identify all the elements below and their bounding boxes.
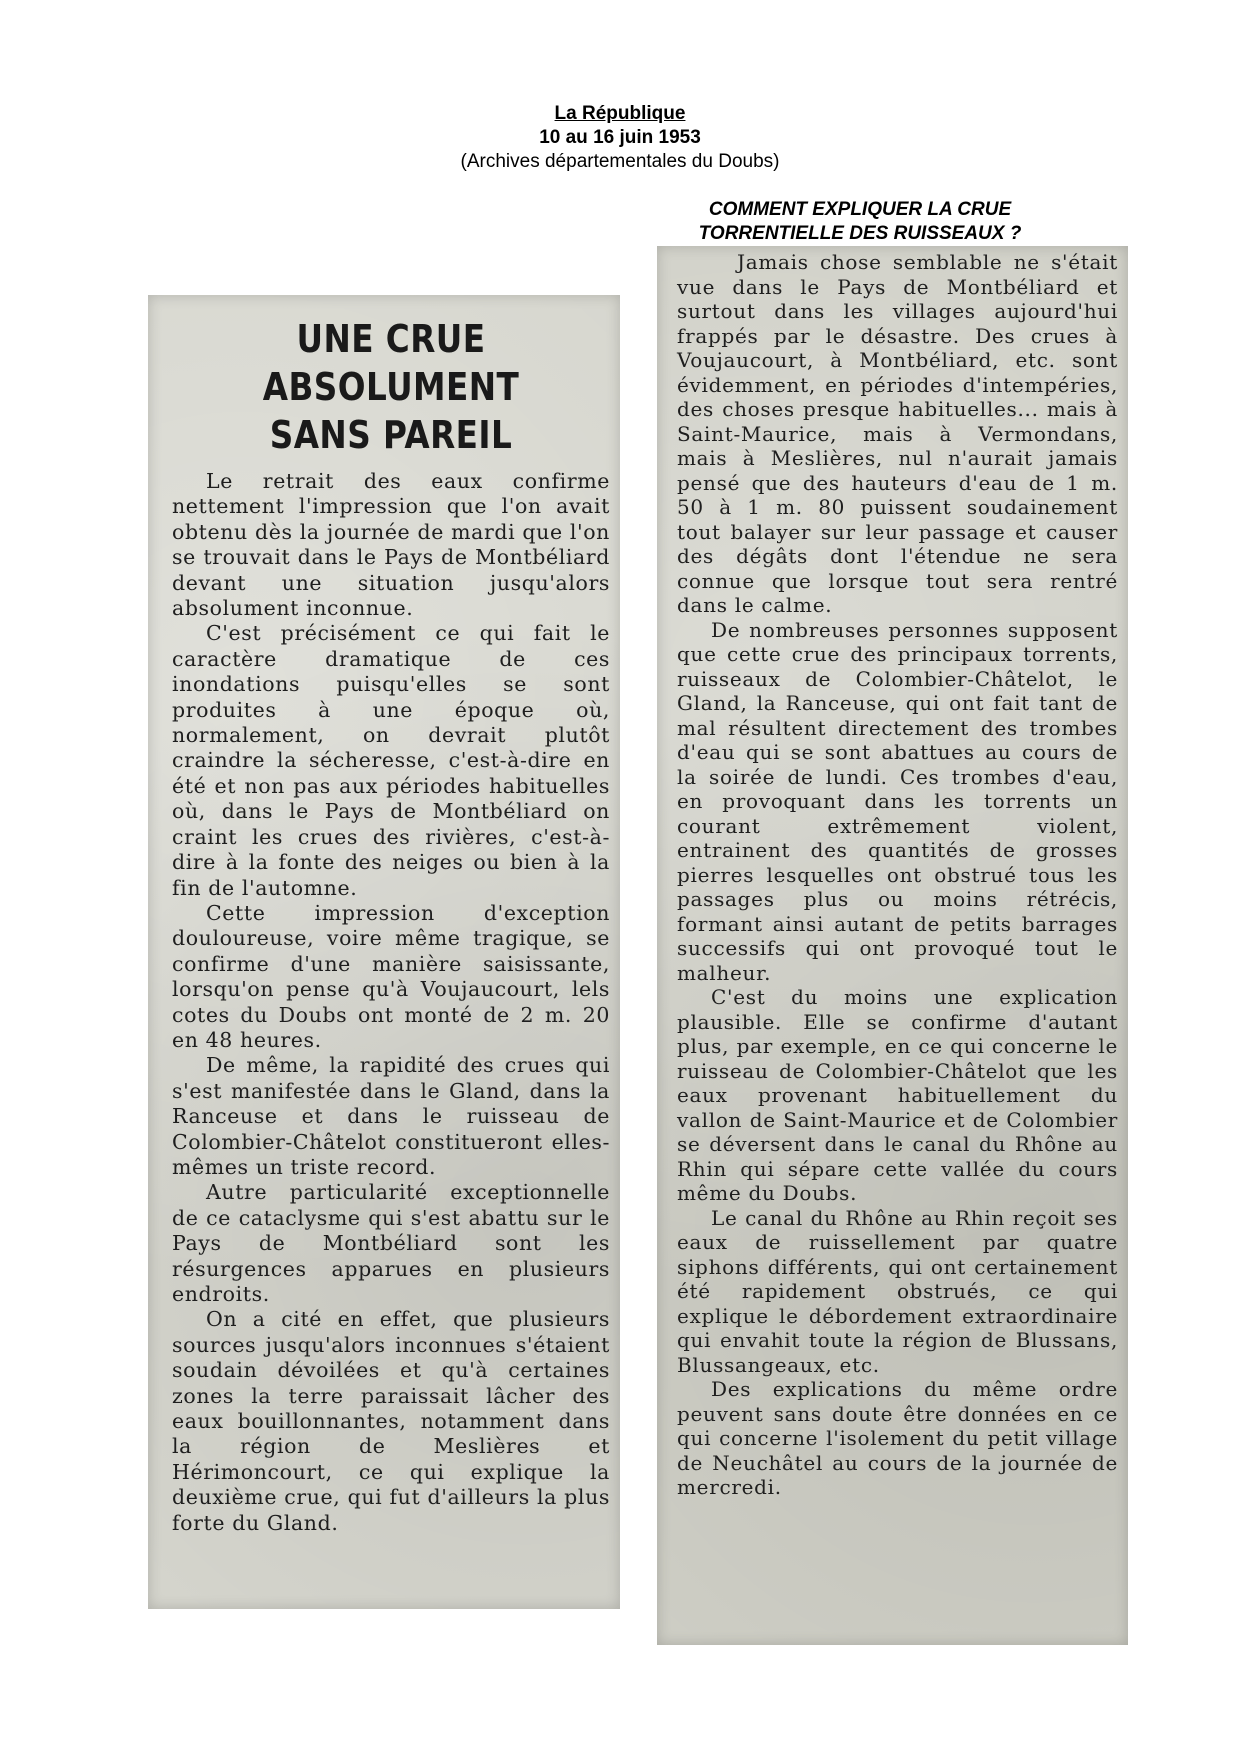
- publication-dates: 10 au 16 juin 1953: [539, 127, 701, 148]
- right-article-heading: [660, 198, 1060, 246]
- article-paragraph: Autre particularité exceptionnelle de ce cataclysme qui s'est abattu sur le Pays de Montbéliard sont les résurgences apparues en plusieurs endroits.: [172, 1180, 610, 1306]
- clipping-headline: [203, 315, 580, 459]
- article-paragraph: C'est précisément ce qui fait le caractère dramatique de ces inondations puisqu'elles se sont produites à une époque où, normalement, on devrait plutôt craindre la sécheresse, c'est-à-dire en été et non pas aux périodes habituelles où, dans le Pays de Montbéliard on craint les crues des rivières, c'est-à-dire à la fonte des neiges ou bien à la fin de l'automne.: [172, 621, 610, 900]
- headline-line: UNE CRUE: [296, 317, 486, 361]
- archive-source: (Archives départementales du Doubs): [460, 151, 780, 172]
- headline-line: ABSOLUMENT: [262, 365, 520, 409]
- article-paragraph: Le retrait des eaux confirme nettement l'impression que l'on avait obtenu dès la journée de mardi que l'on se trouvait dans le Pays de Montbéliard devant une situation jusqu'alors absolument inconnue.: [172, 469, 610, 621]
- right-heading-line: TORRENTIELLE DES RUISSEAUX ?: [698, 223, 1022, 244]
- article-paragraph: Des explications du même ordre peuvent sans doute être données en ce qui concerne l'isolement du petit village de Neuchâtel au cours de la journée de mercredi.: [677, 1377, 1118, 1499]
- article-paragraph: De même, la rapidité des crues qui s'est manifestée dans le Gland, dans la Ranceuse et dans le ruisseau de Colombier-Châtelot constitueront elles-mêmes un triste record.: [172, 1053, 610, 1179]
- document-header: [0, 102, 1240, 174]
- article-paragraph: Jamais chose semblable ne s'était vue dans le Pays de Montbéliard et surtout dans les villages aujourd'hui frappés par le désastre. Des crues à Voujaucourt, à Montbéliard, etc. sont évidemment, en périodes d'intempéries, des choses presque habituelles... mais à Saint-Maurice, mais à Vermondans, mais à Meslières, nul n'aurait jamais pensé que des hauteurs d'eau de 1 m. 50 à 1 m. 80 puissent soudainement tout balayer sur leur passage et causer des dégâts dont l'étendue ne sera connue que lorsque tout sera rentré dans le calme.: [677, 250, 1118, 617]
- article-paragraph: On a cité en effet, que plusieurs sources jusqu'alors inconnues s'étaient soudain dévoilées et qu'à certaines zones la terre paraissait lâcher des eaux bouillonnantes, notamment dans la région de Meslières et Hérimoncourt, ce qui explique la deuxième crue, qui fut d'ailleurs la plus forte du Gland.: [172, 1307, 610, 1535]
- left-newspaper-clipping: [148, 295, 620, 1609]
- article-paragraph: De nombreuses personnes supposent que cette crue des principaux torrents, ruisseaux de Colombier-Châtelot, le Gland, la Ranceuse, qui ont fait tant de mal résultent directement des trombes d'eau qui se sont abattues au cours de la soirée de lundi. Ces trombes d'eau, en provoquant dans les torrents un courant extrêmement violent, entrainent des quantités de grosses pierres lesquelles ont obstrué tous les passages plus ou moins rétrécis, formant ainsi autant de petits barrages successifs qui ont provoqué tout le malheur.: [677, 617, 1118, 985]
- right-newspaper-clipping: [657, 246, 1128, 1645]
- article-paragraph: C'est du moins une explication plausible. Elle se confirme d'autant plus, par exemple, en ce qui concerne le ruisseau de Colombier-Châtelot que les eaux provenant habituellement du vallon de Saint-Maurice et de Colombier se déversent dans le canal du Rhône au Rhin qui sépare cette vallée du cours même du Doubs.: [677, 985, 1118, 1205]
- article-paragraph: Cette impression d'exception douloureuse, voire même tragique, se confirme d'une manière saisissante, lorsqu'on pense qu'à Voujaucourt, lels cotes du Doubs ont monté de 2 m. 20 en 48 heures.: [172, 900, 610, 1052]
- headline-line: SANS PAREIL: [269, 413, 513, 457]
- right-heading-line: COMMENT EXPLIQUER LA CRUE: [708, 199, 1012, 220]
- article-paragraph: Le canal du Rhône au Rhin reçoit ses eaux de ruissellement par quatre siphons différents, qui ont certainement été rapidement obstrués, ce qui explique le débordement extraordinaire qui envahit toute la région de Blussans, Blussangeaux, etc.: [677, 1205, 1118, 1377]
- publication-title: La République: [554, 103, 686, 124]
